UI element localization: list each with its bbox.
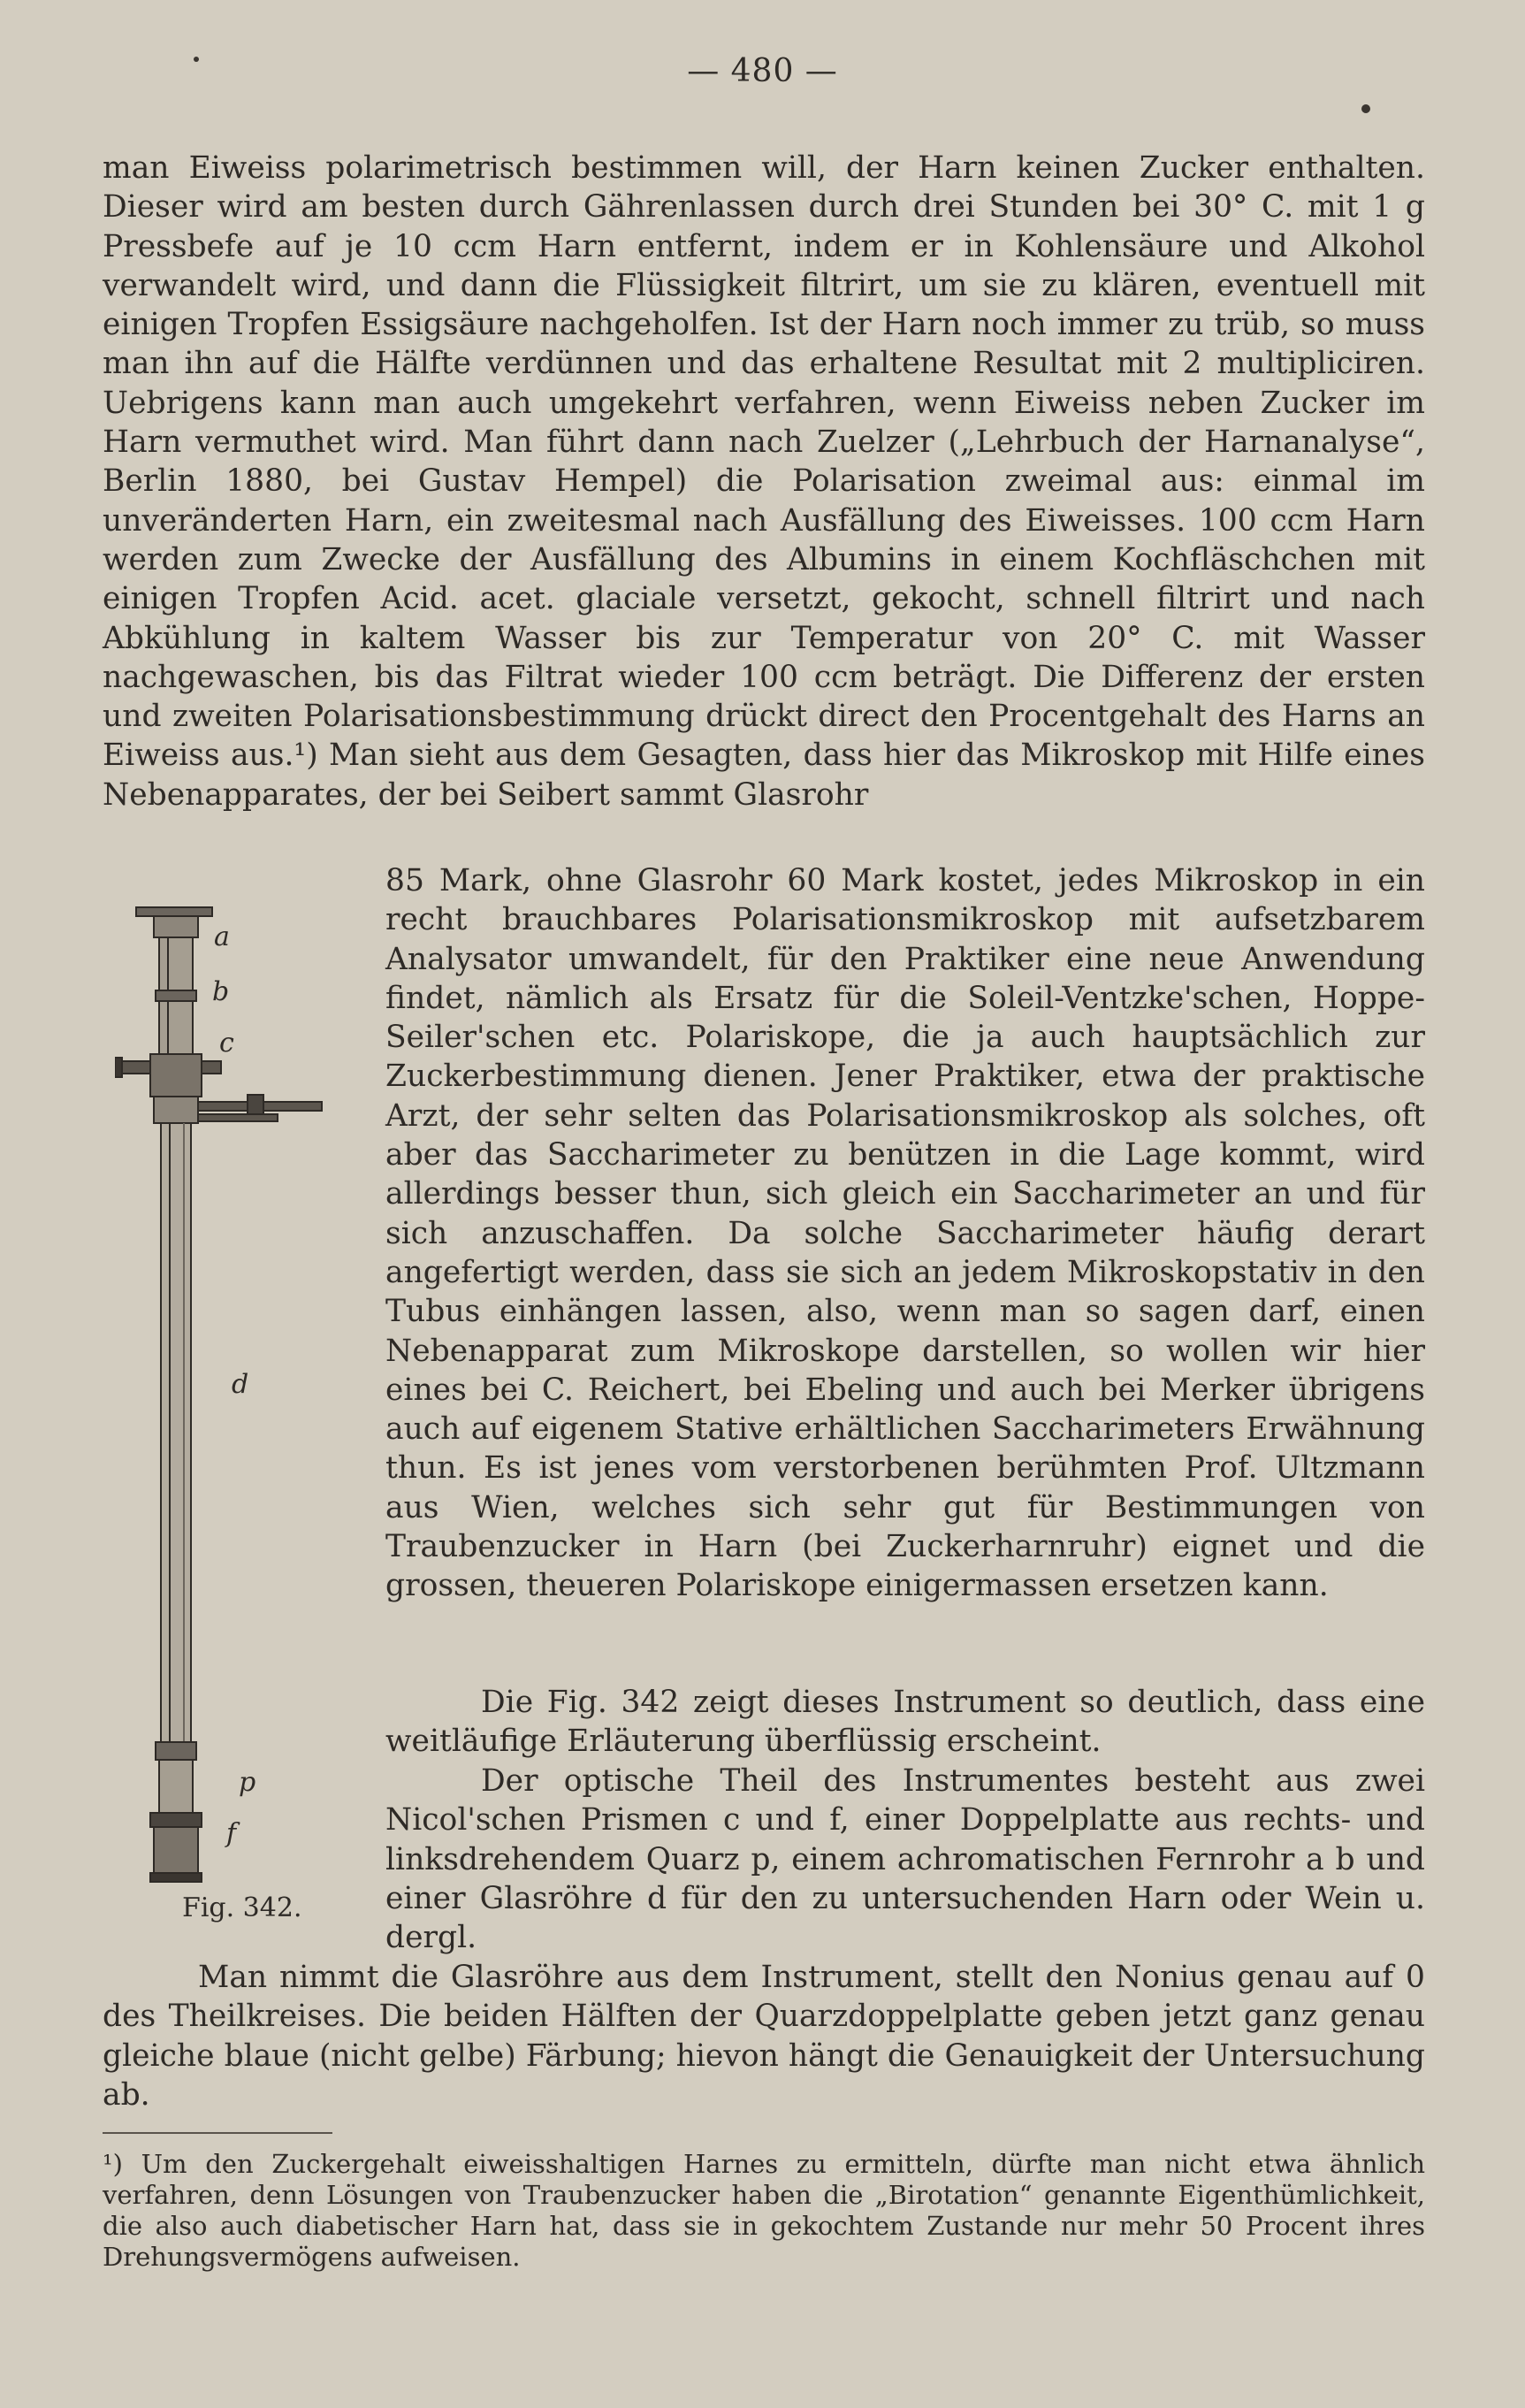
figure-label-c: c — [219, 1028, 234, 1059]
paragraph-saccharimeter: 85 Mark, ohne Glasrohr 60 Mark kostet, jedes Mikroskop in ein recht brauchbares Polarisationsmikroskop mit aufsetzbarem Analysator umwandelt, für den Praktiker eine neue Anwendung findet, nämlich als Ersatz für die Soleil-Ventzke'schen, Hoppe-Seiler'schen etc. Polariskope, die ja auch hauptsächlich zur Zuckerbestimmung dienen. Jener Praktiker, etwa der praktische Arzt, der sehr selten das Polarisationsmikroskop als solches, oft aber das Saccharimeter zu benützen in die Lage kommt, wird allerdings besser thun, sich gleich ein Saccharimeter an und für sich anzuschaffen. Da solche Saccharimeter häufig derart angefertigt werden, dass sie sich an jedem Mikroskopstativ in den Tubus einhängen lassen, also, wenn man so sagen darf, einen Nebenapparat zum Mikroskope darstellen, so wollen wir hier eines bei C. Reichert, bei Ebeling und auch bei Merker übrigens auch auf eigenem Stative erhältlichen Saccharimeters Erwähnung thun. Es ist jenes vom verstorbenen berühmten Prof. Ultzmann aus Wien, welches sich sehr gut für Bestimmungen von Traubenzucker in Harn (bei Zuckerharnruhr) eignet und die grossen, theueren Polariskope einigermassen ersetzen kann. — [385, 863, 1425, 1604]
speck — [1361, 104, 1370, 113]
figure-label-p: p — [239, 1767, 256, 1798]
footnote-divider — [103, 2132, 332, 2134]
page-number: — 480 — — [687, 53, 838, 89]
figure-342-saccharimeter — [115, 902, 354, 1884]
figure-label-f: f — [226, 1818, 237, 1849]
paragraph-figure-reference: Die Fig. 342 zeigt dieses Instrument so deutlich, dass eine weitläufige Erläuterung überflüssig erscheint. — [385, 1685, 1425, 1760]
footnote: ¹) Um den Zuckergehalt eiweisshaltigen Harnes zu ermitteln, dürfte man nicht etwa ähnlich verfahren, denn Lösungen von Traubenzucker haben die „Birotation“ genannte Eigenthümlichkeit, die also auch diabetischer Harn hat, dass sie in gekochtem Zustande nur mehr 50 Procent ihres Drehungsvermögens aufweisen. — [103, 2149, 1425, 2272]
figure-label-b: b — [212, 976, 230, 1007]
paragraph-procedure: Man nimmt die Glasröhre aus dem Instrument, stellt den Nonius genau auf 0 des Theilkreises. Die beiden Hälften der Quarzdoppelplatte geben jetzt ganz genau gleiche blaue (nicht gelbe) Färbung; hievon hängt die Genauigkeit der Untersuchung ab. — [103, 1960, 1425, 2113]
paragraph-intro: man Eiweiss polarimetrisch bestimmen will, der Harn keinen Zucker enthalten. Dieser wird am besten durch Gährenlassen durch drei Stunden bei 30° C. mit 1 g Pressbefe auf je 10 ccm Harn entfernt, indem er in Kohlensäure und Alkohol verwandelt wird, und dann die Flüssigkeit filtrirt, um sie zu klären, eventuell mit einigen Tropfen Essigsäure nachgeholfen. Ist der Harn noch immer zu trüb, so muss man ihn auf die Hälfte verdünnen und das erhaltene Resultat mit 2 multipliciren. Uebrigens kann man auch umgekehrt verfahren, wenn Eiweiss neben Zucker im Harn vermuthet wird. Man führt dann nach Zuelzer („Lehrbuch der Harnanalyse“, Berlin 1880, bei Gustav Hempel) die Polarisation zweimal aus: einmal im unveränderten Harn, ein zweitesmal nach Ausfällung des Eiweisses. 100 ccm Harn werden zum Zwecke der Ausfällung des Albumins in einem Kochfläschchen mit einigen Tropfen Acid. acet. glaciale versetzt, gekocht, schnell filtrirt und nach Abkühlung in kaltem Wasser bis zur Temperatur von 20° C. mit Wasser nachgewaschen, bis das Filtrat wieder 100 ccm beträgt. Die Differenz der ersten und zweiten Polarisationsbestimmung drückt direct den Procentgehalt des Harns an Eiweiss aus.¹) Man sieht aus dem Gesagten, dass hier das Mikroskop mit Hilfe eines Nebenapparates, der bei Seibert sammt Glasrohr — [103, 150, 1425, 813]
figure-label-d: d — [232, 1369, 249, 1400]
figure-label-a: a — [214, 921, 230, 952]
figure-caption: Fig. 342. — [182, 1892, 302, 1923]
paragraph-optics: Der optische Theil des Instrumentes besteht aus zwei Nicol'schen Prismen c und f, einer Doppelplatte aus rechts- und linksdrehendem Quarz p, einem achromatischen Fernrohr a b und einer Glasröhre d für den zu untersuchenden Harn oder Wein u. dergl. — [385, 1763, 1425, 1956]
